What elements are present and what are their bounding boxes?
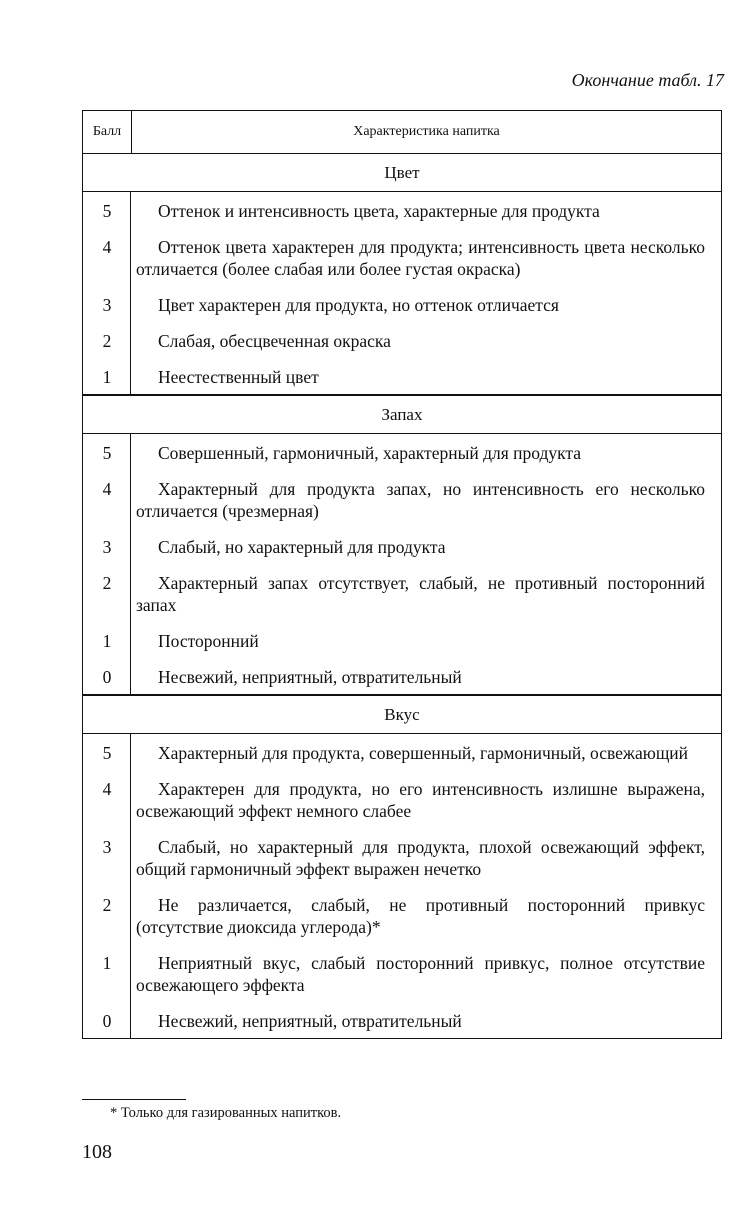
table-row bbox=[83, 658, 721, 694]
header-score: Балл bbox=[83, 111, 132, 153]
table-row bbox=[83, 1002, 721, 1038]
description-cell: Неприятный вкус, слабый посторонний привкус, полное отсутствие освежающего эффекта bbox=[136, 953, 705, 995]
description-cell: Несвежий, неприятный, отвратительный bbox=[158, 1011, 462, 1031]
score-cell: 1 bbox=[102, 953, 112, 973]
description-cell: Слабый, но характерный для продукта bbox=[158, 537, 446, 557]
description-cell: Совершенный, гармоничный, характерный для продукта bbox=[158, 443, 582, 463]
score-cell: 1 bbox=[102, 367, 112, 387]
description-cell: Не различается, слабый, не противный посторонний привкус (отсутствие диоксида углерода)* bbox=[136, 895, 705, 937]
score-cell: 5 bbox=[102, 443, 112, 463]
score-cell: 3 bbox=[102, 537, 112, 557]
score-cell: 5 bbox=[102, 743, 112, 763]
description-cell: Оттенок и интенсивность цвета, характерные для продукта bbox=[158, 201, 600, 221]
description-cell: Несвежий, неприятный, отвратительный bbox=[158, 667, 462, 687]
score-cell: 0 bbox=[102, 667, 112, 687]
description-cell: Характерный запах отсутствует, слабый, не противный посторонний запах bbox=[136, 573, 705, 615]
description-cell: Характерный для продукта, совершенный, гармоничный, освежающий bbox=[158, 743, 689, 763]
score-cell: 4 bbox=[102, 237, 112, 257]
table-row bbox=[83, 228, 721, 286]
header-description: Характеристика напитка bbox=[353, 124, 500, 139]
table-row bbox=[83, 192, 721, 228]
table-row bbox=[83, 828, 721, 886]
table-row bbox=[83, 286, 721, 322]
score-cell: 4 bbox=[102, 779, 112, 799]
table-row bbox=[83, 528, 721, 564]
footnote-divider bbox=[82, 1099, 186, 1100]
description-cell: Характерный для продукта запах, но интенсивность его несколько отличается (чрезмерная) bbox=[136, 479, 705, 521]
table-row bbox=[83, 622, 721, 658]
table-caption: Окончание табл. 17 bbox=[571, 70, 724, 90]
section-rows-taste bbox=[83, 734, 721, 1038]
description-cell: Неестественный цвет bbox=[158, 367, 319, 387]
description-cell: Посторонний bbox=[158, 631, 259, 651]
score-cell: 1 bbox=[102, 631, 112, 651]
table-row bbox=[83, 734, 721, 770]
section-title-smell: Запах bbox=[83, 395, 721, 434]
score-cell: 4 bbox=[102, 479, 112, 499]
score-cell: 3 bbox=[102, 837, 112, 857]
description-cell: Цвет характерен для продукта, но оттенок отличается bbox=[158, 295, 559, 315]
table-row bbox=[83, 470, 721, 528]
description-cell: Слабая, обесцвеченная окраска bbox=[158, 331, 391, 351]
table-header bbox=[83, 111, 721, 154]
score-cell: 5 bbox=[102, 201, 112, 221]
score-cell: 2 bbox=[102, 573, 112, 593]
section-title-taste: Вкус bbox=[83, 695, 721, 734]
section-rows-smell bbox=[83, 434, 721, 695]
section-title-color: Цвет bbox=[83, 154, 721, 192]
footnote: * Только для газированных напитков. bbox=[110, 1105, 342, 1121]
table-row bbox=[83, 944, 721, 1002]
description-cell: Оттенок цвета характерен для продукта; интенсивность цвета несколько отличается (более слабая или более густая окраска) bbox=[136, 237, 705, 279]
section-rows-color bbox=[83, 192, 721, 395]
score-cell: 0 bbox=[102, 1011, 112, 1031]
description-cell: Характерен для продукта, но его интенсивность излишне выражена, освежающий эффект немного слабее bbox=[136, 779, 705, 821]
score-cell: 2 bbox=[102, 895, 112, 915]
description-cell: Слабый, но характерный для продукта, плохой освежающий эффект, общий гармоничный эффект выражен нечетко bbox=[136, 837, 705, 879]
table-row bbox=[83, 886, 721, 944]
table-row bbox=[83, 322, 721, 358]
beverage-rating-table bbox=[82, 110, 722, 1039]
score-cell: 2 bbox=[102, 331, 112, 351]
table-row bbox=[83, 434, 721, 470]
table-row bbox=[83, 564, 721, 622]
score-cell: 3 bbox=[102, 295, 112, 315]
table-row bbox=[83, 770, 721, 828]
page-number: 108 bbox=[82, 1141, 112, 1163]
table-row bbox=[83, 358, 721, 394]
